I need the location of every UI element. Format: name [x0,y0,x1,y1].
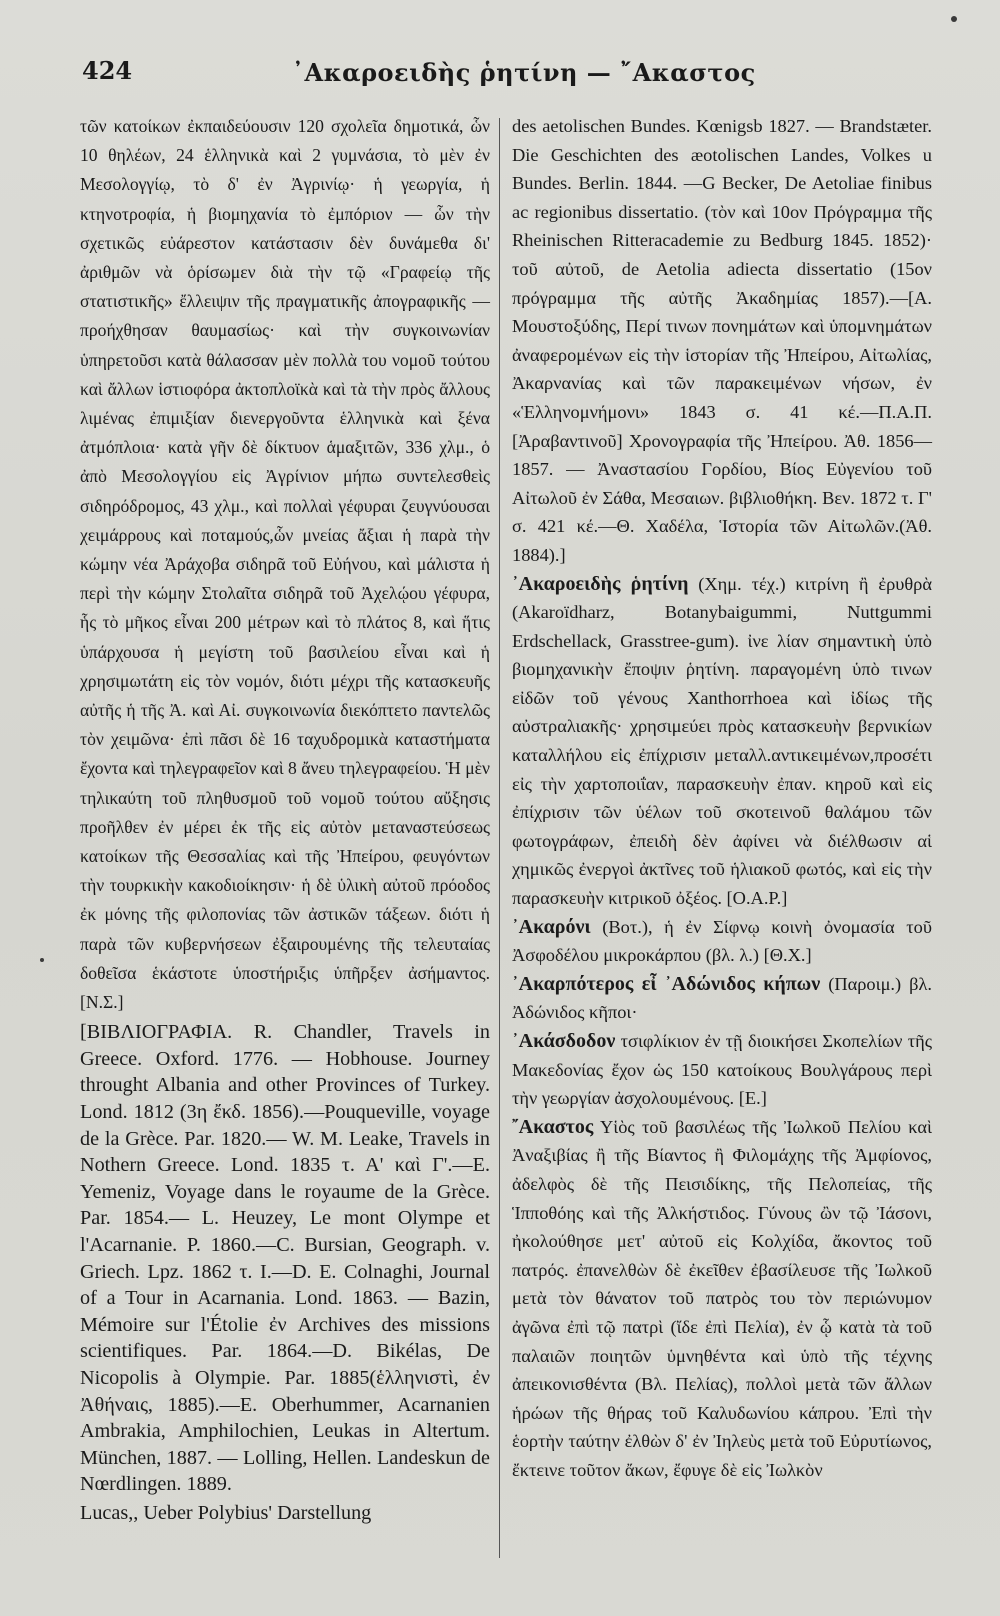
entry-akarpoteros [512,970,932,1027]
entry-akastos [512,1113,932,1485]
column-divider [499,118,500,1558]
entry-text: (Βοτ.), ἡ ἐν Σίφνῳ κοινὴ ὀνομασία τοῦ Ἀσφοδέλου μικροκάρπου (βλ. λ.) [Θ.Χ.] [512,916,932,966]
right-column [512,112,932,1485]
entry-text: Υἱὸς τοῦ βασιλέως τῆς Ἰωλκοῦ Πελίου καὶ Ἀναξιβίας ἢ τῆς Βίαντος ἢ Φιλομάχης τῆς Ἀμφίονος, ἀδελφὸς δὲ τῆς Πεισιδίκης, τῆς Πελοπείας, τῆς Ἱπποθόης καὶ τῆς Ἀλκήστιδος. Γύνους ὢν τῷ Ἰάσονι, ἠκολούθησε μετ' αὐτοῦ εἰς Κολχίδα, ἄκοντος τοῦ πατρός. ἐπανελθὼν δὲ ἐκεῖθεν ἐβασίλευσε τῆς Ἰωλκοῦ μετὰ τὸν θάνατον τοῦ πατρὸς του τὸν περιώνυμον ἀγῶνα ἐπὶ τῷ πατρὶ (ἴδε ἐπὶ Πελία), ἐν ᾧ κατὰ τὰ τοῦ παλαιῶν ποιητῶν ὑμνηθέντα καὶ ὑπὸ τῆς τέχνης ἀπεικονισθέντα (Βλ. Πελίας), πολλοὶ μετὰ τῶν ἄλλων ἡρώων τῆς θήρας τοῦ Καλυδωνίου κάπρου. Ἐπὶ τὴν ἑορτὴν ταύτην ἐλθὼν δ' ἐν Ἰηλεὺς μετὰ τοῦ Εὐρυτίωνος, ἔκτεινε τοῦτον ἄκων, ἔφυγε δὲ εἰς Ἰωλκὸν [512,1116,932,1480]
bibliography-continued: Lucas,, Ueber Polybius' Darstellung [80,1501,372,1524]
running-title: ᾿Ακαροειδὴς ῥητίνη — ῎Ακαστος [292,58,756,87]
entry-headword: ᾿Ακαρπότερος εἶ ᾿Αδώνιδος κήπων [512,972,821,995]
entry-headword: ῎Ακαστος [512,1115,594,1138]
entry-text: τσιφλίκιον ἐν τῇ διοικήσει Σκοπελίων τῆς Μακεδονίας ἔχον ὡς 150 κατοίκους Βουλγάρους περὶ τὴν γεωργίαν ἀσχολουμένους. [Ε.] [512,1031,932,1109]
bibliography: [ΒΙΒΛΙΟΓΡΑΦΙΑ. R. Chandler, Travels in Greece. Oxford. 1776. — Hobhouse. Journey throught Albania and other Provinces of Turkey. Lond. 1812 (3η ἔκδ. 1856).—Pouqueville, voyage de la Grèce. Par. 1820.— W. M. Leake, Travels in Nothern Greece. Lond. 1835 τ. Α' καὶ Γ'.—E. Yemeniz, Voyage dans le royaume de la Grèce. Par. 1854.— L. Heuzey, Le mont Olympe et l'Acarnanie. P. 1860.—C. Bursian, Geograph. v. Griech. Lpz. 1862 τ. I.—D. E. Colnaghi, Journal of a Tour in Acarnania. Lond. 1863. — Bazin, Mémoire sur l'Étolie ἐν Archives des missions scientifiques. Par. 1864.—D. Bikélas, De Nicopolis à Olympie. Par. 1885(ἑλληνιστὶ, ἐν Ἀθήναις, 1885).—E. Oberhummer, Acarnanien Ambrakia, Amphilochien, Leukas in Altertum. München, 1887. — Lolling, Hellen. Landeskun de Nœrdlingen. 1889. [80,1021,490,1496]
bibliography-continuation: des aetolischen Bundes. Kœnigsb 1827. — Brandstæter. Die Geschichten des æotolischen Landes, Volkes u Bundes. Berlin. 1844. —G Becker, De Aetoliae finibus ac regionibus dissertatio. (τὸν καὶ 10ον Πρόγραμμα τῆς Rheinischen Ritteracademie zu Bedburg 1845. 1852)· τοῦ αὐτοῦ, de Aetolia adiecta dissertatio (15ον πρόγραμμα τῆς αὐτῆς Ἀκαδημίας 1857).—[Α. Μουστοξύδης, Περί τινων πονημάτων καὶ ὑπομνημάτων ἀναφερομένων εἰς τὴν ἱστορίαν τῆς Ἠπείρου, Αἰτωλίας, Ἀκαρνανίας καὶ τῶν παρακειμένων νήσων, ἐν «Ἑλληνομνήμονι» 1843 σ. 41 κέ.—Π.Α.Π. [Ἀραβαντινοῦ] Χρονογραφία τῆς Ἠπείρου. Ἀθ. 1856—1857. — Ἀναστασίου Γορδίου, Βίος Εὐγενίου τοῦ Αἰτωλοῦ ἐν Σάθα, Μεσαιων. βιβλιοθήκη. Βεν. 1872 τ. Γ' σ. 421 κέ.—Θ. Χαδέλα, Ἱστορία τῶν Αἰτωλῶν.(Ἀθ. 1884).] [512,116,932,565]
entry-text: (Παροιμ.) βλ. Ἀδώνιδος κῆποι· [512,973,932,1023]
entry-headword: ᾿Ακάσδοδον [512,1030,616,1052]
entry-akasdodon [512,1027,932,1113]
entry-text: (Χημ. τέχ.) κιτρίνη ἢ ἐρυθρὰ (Akaroïdharz, Botanybaigummi, Nuttgummi Erdschellack, Grasstree-gum). ἰνε λίαν σημαντικὴ ὑπὸ βιομηχανικὴν ἔποψιν ῥητίνη. παραγομένη ὑπὸ τινων εἰδῶν τοῦ γένους Xanthorrhoea καὶ ἰδίως τῆς αὐστραλιακῆς· χρησιμεύει πρὸς κατασκευὴν βερνικίων καταλλήλου εἰς ἐπίχρισιν μεταλλ.αντικειμένων,προσέτι εἰς τὴν χαρτοποιΐαν, παρασκευὴν ἐπαν. κηροῦ καὶ εἰς ἐπίχρισιν τῶν ὑέλων τοῦ σκοτεινοῦ θαλάμου τῶν φωτογράφων, ἐπειδὴ δὲν ἀφίνει νὰ διέλθωσιν αἱ χημικῶς ἐνεργοὶ ἀκτῖνες τοῦ ἡλιακοῦ φωτός, καὶ εἰς τὴν παρασκευὴν κιτρικοῦ ὀξέος. [Ο.Α.Ρ.] [512,573,932,909]
article-text: τῶν κατοίκων ἐκπαιδεύουσιν 120 σχολεῖα δημοτικά, ὧν 10 θηλέων, 24 ἑλληνικὰ καὶ 2 γυμνάσια, τὸ μὲν ἐν Μεσολογγίῳ, τὸ δ' ἐν Ἀγρινίῳ· ἡ γεωργία, ἡ κτηνοτροφία, ἡ βιομηχανία τὸ ἐμπόριον — ὧν τὴν σχετικῶς εὐάρεστον κατάστασιν δὲν δυνάμεθα δι' ἀριθμῶν νὰ ὁρίσωμεν διὰ τὴν τῷ «Γραφείῳ τῆς στατιστικῆς» ἔλλειψιν τῆς πραγματικῆς ἀπογραφικῆς — προήχθησαν θαυμασίως· καὶ τὴν συγκοινωνίαν ὑπηρετοῦσι κατὰ θάλασσαν μὲν πολλὰ του νομοῦ τούτου καὶ ἄλλων ἱστιοφόρα ἀκτοπλοϊκὰ καὶ τὰ τὴν πρὸς ἄλλους λιμένας ἐπιμιξίαν διενεργοῦντα ἑλληνικὰ καὶ ξένα ἀτμόπλοια· κατὰ γῆν δὲ δίκτυον ἁμαξιτῶν, 336 χλμ., ὁ ἀπὸ Μεσολογγίου εἰς Ἀγρίνιον μήπω συντελεσθεὶς σιδηρόδρομος, 43 χλμ., καὶ πολλαὶ γέφυραι ζευγνύουσαι χειμάρρους καὶ ποταμούς,ὧν μνείας ἄξιαι ἡ παρὰ τὴν κώμην νέα Ἀράχοβα σιδηρᾶ τοῦ Εὐήνου, καὶ μάλιστα ἡ περὶ τὴν κώμην Στολαῖτα σιδηρᾶ τοῦ Ἀχελῴου γέφυρα, ἧς τὸ μῆκος εἶναι 200 μέτρων καὶ τὸ πλάτος 8, καὶ ἥτις ὑπάρχουσα ἡ μεγίστη τοῦ βασιλείου εἶναι καὶ ἡ χρησιμωτάτη εἰς τὸν νομόν, διότι μέχρι τῆς κατασκευῆς αὐτῆς ἡ τῆς Ἀ. καὶ Αἰ. συγκοινωνία διεκόπτετο παντελῶς τὸν χειμῶνα· ἐπὶ πᾶσι δὲ 16 ταχυδρομικὰ καταστήματα ἔχοντα καὶ τηλεγραφεῖον καὶ 8 ἄνευ τηλεγραφείου. Ἡ μὲν τηλικαύτη τοῦ πληθυσμοῦ τοῦ νομοῦ τούτου αὔξησις προῆλθεν ἐν μέρει ἐκ τῆς εἰς αὐτὸν μεταναστεύσεως κατοίκων τῆς Θεσσαλίας καὶ τῆς Ἠπείρου, φευγόντων τὴν τουρκικὴν κακοδιοίκησιν· ἡ δὲ ὑλικὴ αὐτοῦ πρόοδος ἐκ μόνης τῆς φιλοπονίας τῶν ἀστικῶν τάξεων. διότι ἡ παρὰ τῶν κυβερνήσεων ἐξαιρουμένης τῆς τελευταίας δοθεῖσα ἑκάστοτε ὑποστήριξις ὑπῆρξεν ἀσήμαντος. [Ν.Σ.] [80,116,490,1013]
entry-akaroeides-rhetine [512,570,932,913]
page-header [0,52,1000,92]
entry-akaroni [512,913,932,970]
scan-speck [40,958,44,962]
entry-headword: ᾿Ακαρόνι [512,915,591,938]
left-column [80,112,490,1527]
page-number: 424 [82,56,133,85]
entry-headword: ᾿Ακαροειδὴς ῥητίνη [512,572,689,595]
scan-speck [951,16,957,22]
